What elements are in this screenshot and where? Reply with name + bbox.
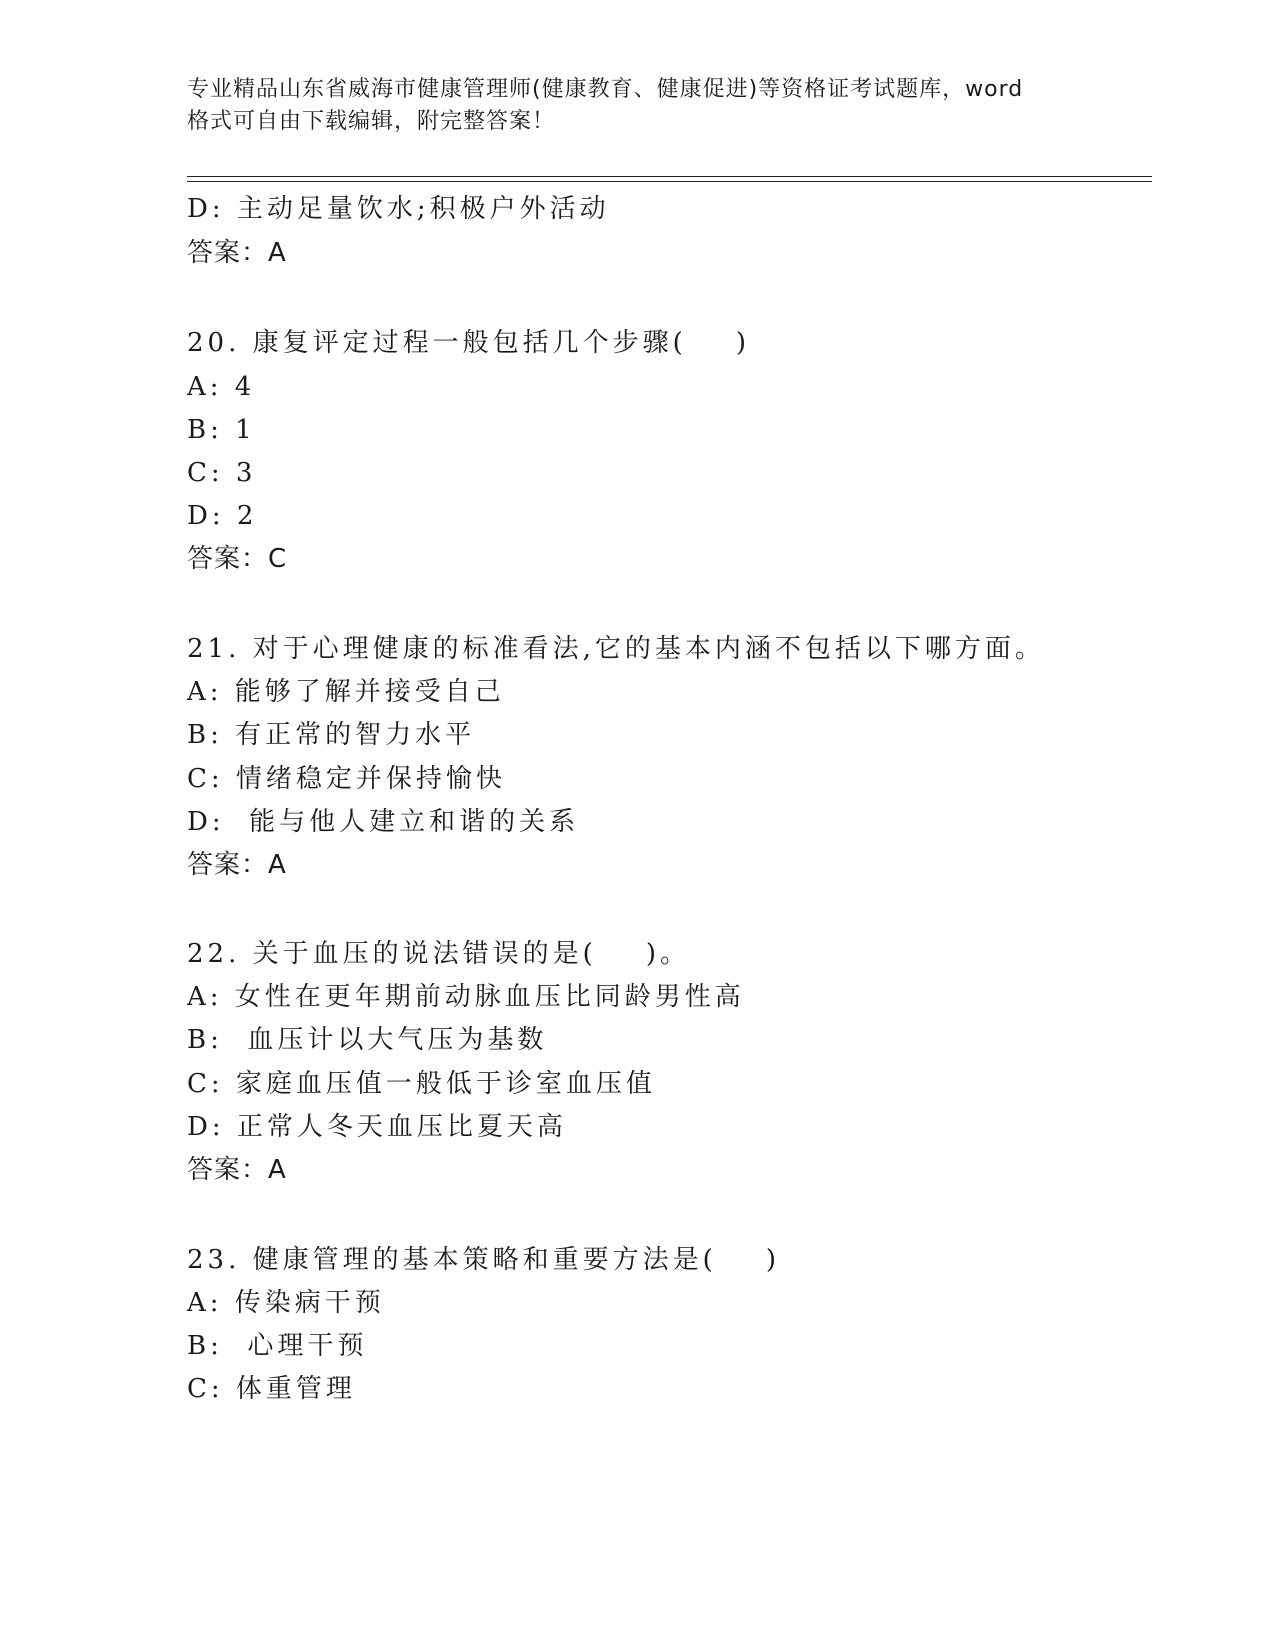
question-21-option-d: D: 能与他人建立和谐的关系 [187,807,580,837]
question-22-option-a: A: 女性在更年期前动脉血压比同龄男性高 [187,982,745,1012]
question-22-answer: 答案：A [187,1155,287,1185]
question-22-option-c: C: 家庭血压值一般低于诊室血压值 [187,1069,656,1099]
question-21-answer: 答案：A [187,850,287,880]
question-21-option-a: A: 能够了解并接受自己 [187,677,505,707]
header-line-2: 格式可自由下载编辑，附完整答案！ [187,109,556,134]
prev-option-d: D: 主动足量饮水;积极户外活动 [187,194,610,224]
question-21-stem: 21. 对于心理健康的标准看法,它的基本内涵不包括以下哪方面。 [187,634,1045,664]
document-header [187,74,1087,138]
question-20-stem: 20. 康复评定过程一般包括几个步骤( ) [187,328,750,358]
question-21-option-b: B: 有正常的智力水平 [187,720,476,750]
header-line-1: 专业精品山东省威海市健康管理师(健康教育、健康促进)等资格证考试题库，word [187,77,1024,102]
header-divider-bottom [187,181,1152,182]
header-divider-top [187,176,1152,177]
question-20-option-d: D: 2 [187,501,258,531]
question-23-option-b: B: 心理干预 [187,1331,368,1361]
question-20-option-c: C: 3 [187,458,257,488]
question-20-option-b: B: 1 [187,415,256,445]
question-22-option-b: B: 血压计以大气压为基数 [187,1025,548,1055]
question-21-option-c: C: 情绪稳定并保持愉快 [187,764,506,794]
question-23-option-c: C: 体重管理 [187,1374,356,1404]
question-22-stem: 22. 关于血压的说法错误的是( )。 [187,939,690,969]
question-23-stem: 23. 健康管理的基本策略和重要方法是( ) [187,1245,780,1275]
prev-answer: 答案：A [187,238,287,268]
question-23-option-a: A: 传染病干预 [187,1288,385,1318]
question-20-answer: 答案：C [187,544,288,574]
question-20-option-a: A: 4 [187,372,256,402]
question-22-option-d: D: 正常人冬天血压比夏天高 [187,1112,567,1142]
